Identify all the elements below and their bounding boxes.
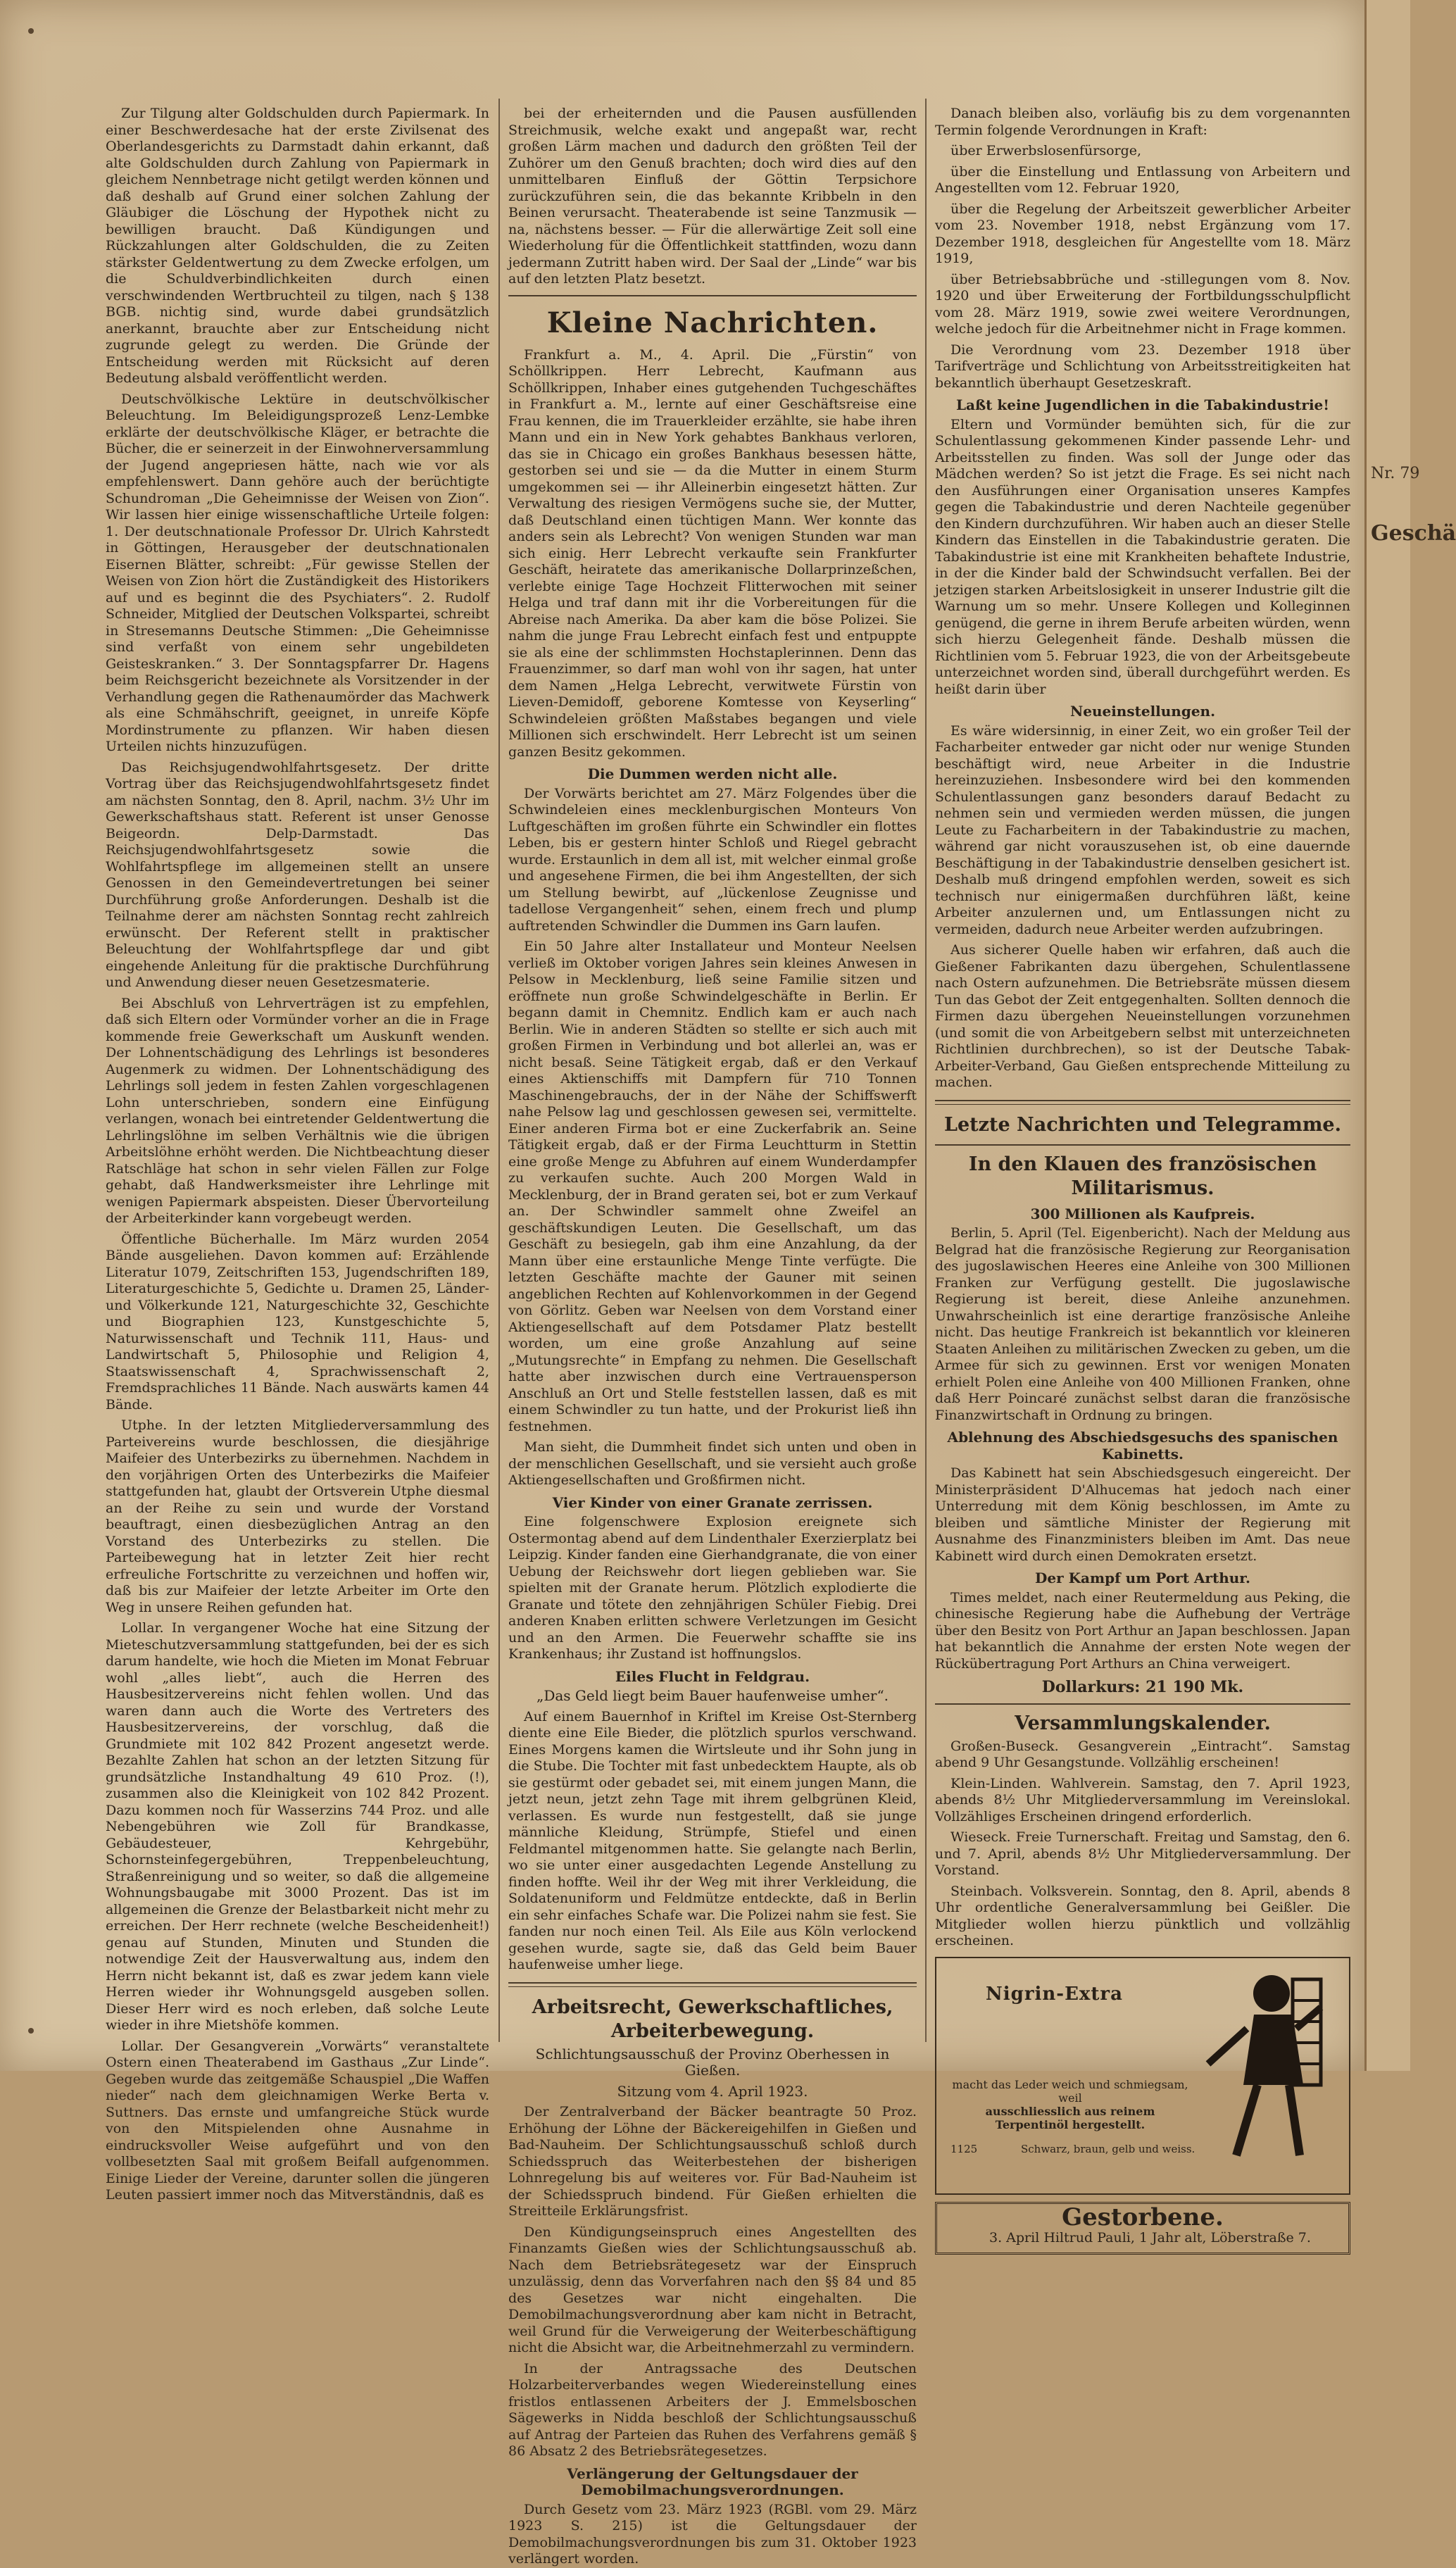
calendar-entry: Wieseck. Freie Turnerschaft. Freitag und Samstag, den 6. und 7. April, abends 8½ Uhr Mitgliederversammlung. Der Vorstand. [935,1829,1350,1878]
column-1 [106,106,489,2203]
article-lollar-theater: Lollar. Der Gesangverein „Vorwärts“ veranstaltete Ostern einen Theaterabend im Gasthaus „Zur Linde“. Gegeben wurde das zeitgemäße Schauspiel „Die Waffen nieder“ nach dem gleichnamigen Werke Berta v. Suttners. Das ernste und umfangreiche Stück wurde von den Mitspielenden ohne Ausnahme in eindrucksvoller Weise aufgeführt und von den vollbesetzten Saal mit großem Beifall aufgenommen. Einige Lieder der Vereine, darunter sollen die jüngeren Leuten passiert immer noch das Mitverständnis, daß es [106,2038,489,2203]
ad-text-line: ausschliesslich aus reinem Terpentinöl hergestellt. [985,2104,1155,2131]
death-notice-title: Gestorbene. [1062,2203,1224,2231]
edge-fragment: Nr. 79 [1371,465,1420,482]
article-port-arthur: Times meldet, nach einer Reutermeldung aus Peking, die chinesische Regierung habe die Aufhebung der Verträge über den Besitz von Port Arthur an Japan beschlossen. Japan hat bekanntlich die Annahme der ersten Note wegen der Rückübertragung Port Arthurs an China verweigert. [935,1589,1350,1672]
section-heading-versammlungskalender: Versammlungskalender. [1015,1712,1271,1734]
article-jugendwohlfahrt: Das Reichsjugendwohlfahrtsgesetz. Der dritte Vortrag über das Reichsjugendwohlfahrtsgesetz findet am nächsten Sonntag, den 8. April, nachm. 3½ Uhr im Gewerkschaftshaus statt. Referent ist unser Genosse Beigeordn. Delp-Darmstadt. Das Reichsjugendwohlfahrtsgesetz sowie die Wohlfahrtspflege im allgemeinen stellt an unsere Genossen in den Gemeindevertretungen bei seiner Durchführung große Anforderungen. Deshalb ist die Teilnahme derer am nächsten Sonntag recht zahlreich erwünscht. Der Referent stellt in praktischer Beleuchtung der Wohlfahrtspflege dar und gibt eingehende Anleitung für die praktische Durchführung und Anwendung dieser neuen Gesetzesmaterie. [106,759,489,990]
column-rule [925,99,927,2042]
article-continuation: bei der erheiternden und die Pausen ausfüllenden Streichmusik, welche exakt und angepaßt war, recht großen Lärm machen und dadurch den größten Teil der Zuhörer um den Genuß brachten; doch wird dies auf den unmittelbaren Einfluß der Göttin Terpsichore zurückzuführen sein, die das bekannte Kribbeln in den Beinen verursacht. Theaterabende ist seine Tanzmusik — na, nächstens besser. — Für die allerwärtige Zeit soll eine Wiederholung für die Öffentlichkeit stattfinden, wozu dann jedermann Zutritt haben wird. Der Saal der „Linde“ war bis auf den letzten Platz besetzt. [508,106,917,287]
article-heading: Eiles Flucht in Feldgrau. [615,1667,810,1685]
article-subheading: „Das Geld liegt beim Bauer haufenweise umher“. [536,1687,889,1704]
edge-fragment: Geschä [1371,521,1456,546]
binding-hole [28,2028,34,2034]
article-buecherhalle: Öffentliche Bücherhalle. Im März wurden 2054 Bände ausgeliehen. Davon kommen auf: Erzählende Literatur 1079, Zeitschriften 153, Jugendschriften 189, Literaturgeschichte 5, Gedichte u. Dramen 25, Länder- und Völkerkunde 121, Naturgeschichte 32, Geschichte und Biographien 123, Kunstgeschichte 5, Naturwissenschaft und Technik 111, Haus- und Landwirtschaft 5, Philosophie und Religion 4, Staatswissenschaft 4, Sprachwissenschaft 2, Fremdsprachliches 11 Bände. Nach auswärts kamen 44 Bände. [106,1231,489,1413]
list-item: über die Einstellung und Entlassung von Arbeitern und Angestellten vom 12. Februar 1920, [935,163,1350,196]
article-lektuere: Deutschvölkische Lektüre in deutschvölkischer Beleuchtung. Im Beleidigungsprozeß Lenz-Lembke erklärte der deutschvölkische Kläger, er betrachte die Bücher, die er seinerzeit in der Einwohnerversammlung der Jugend angepriesen hätte, nach wie vor als empfehlenswert. Dann gehöre auch der berüchtigte Schundroman „Die Geheimnisse der Weisen von Zion“. Wir lassen hier einige wissenschaftliche Urteile folgen: 1. Der deutschnationale Professor Dr. Ulrich Kahrstedt in Göttingen, Herausgeber der deutschnationalen Eisernen Blätter, schreibt: „Für gewisse Stellen der Weisen von Zion hört die Zuständigkeit des Historikers auf und es beginnt die des Psychiaters“. 2. Rudolf Schneider, Mitglied der Deutschen Volkspartei, schreibt in Stresemanns Deutsche Stimmen: „Die Geheimnisse sind verfaßt von einem sehr ungebildeten Geisteskranken.“ 3. Der Sonntagspfarrer Dr. Hagens beim Reichsgericht bezeichnete als Vorsitzender in der Verhandlung gegen die Rathenaumörder das Machwerk als eine Schmähschrift, geeignet, in unreife Köpfe Mordinstrumente zu pflanzen. Wir haben diesen Urteilen nichts hinzuzufügen. [106,391,489,754]
article-heading: Die Dummen werden nicht alle. [587,765,838,782]
article-subheading: 300 Millionen als Kaufpreis. [1030,1205,1255,1222]
article-eile: Auf einem Bauernhof in Kriftel im Kreise Ost-Sternberg diente eine Eile Bieder, die plötzlich spurlos verschwand. Eines Morgens kamen die Wirtsleute und ihr Sohn jung in die Stube. Die Tochter mit fast unbedecktem Haupte, als ob sie gestürmt oder gebadet sei, mit einem jungen Mann, die jetzt neun, jetzt zehn Tage mit ihrem gelbgrünen Kleid, verlassen. Es wurde nun festgestellt, daß sie junge männliche Kleidung, Strümpfe, Stiefel und einen Feldmantel mitgenommen hatte. Sie gelangte nach Berlin, wo sie unter einer ausgedachten Legende Anstellung zu finden hoffte. Weil ihr der Weg mit ihrer Verkleidung, die Soldatenuniform und Feldmütze entdeckte, daß in Berlin ein sehr einfaches Schafe war. Die Polizei nahm sie fest. Sie fanden nur noch einen Teil. Als Eile aus Köln verlockend gesehen wurde, sagte sie, daß das Geld beim Bauer haufenweise umher liege. [508,1708,917,1972]
article-heading: Neueinstellungen. [1069,703,1216,720]
ad-text [950,2078,1190,2131]
article-demobil: Durch Gesetz vom 23. März 1923 (RGBl. vom 29. März 1923 S. 215) ist die Geltungsdauer der Demobilmachungsverordnungen bis zum 31. Oktober 1923 verlängert worden. [508,2501,917,2567]
article-heading: Verlängerung der Geltungsdauer der Demobilmachungsverordnungen. [567,2464,858,2498]
section-heading-kleine-nachrichten: Kleine Nachrichten. [546,306,879,339]
divider [935,1703,1350,1705]
divider [935,1100,1350,1105]
column-rule [498,99,500,2042]
article-anleihe: Berlin, 5. April (Tel. Eigenbericht). Nach der Meldung aus Belgrad hat die französische Regierung zur Reorganisation des jugoslawischen Heeres eine Anleihe von 300 Millionen Franken zur Verfügung gestellt. Die jugoslawische Regierung ist bereit, diese Anleihe anzunehmen. Unwahrscheinlich ist eine derartige französische Anleihe nicht. Das heutige Frankreich ist bekanntlich vor kleineren Staaten Anleihen zu militärischen Zwecken zu geben, um die Armee für sich zu gewinnen. Erst vor wenigen Monaten erhielt Polen eine Anleihe von 400 Millionen Franken, ohne daß Herr Poincaré zunächst selbst daran die französische Finanzwirtschaft in Ordnung zu bringen. [935,1225,1350,1423]
article-heading: Laßt keine Jugendlichen in die Tabakindustrie! [955,396,1330,413]
article-verordnungen-intro: Danach bleiben also, vorläufig bis zu dem vorgenannten Termin folgende Verordnungen in Kraft: [935,106,1350,138]
article-heading: Ablehnung des Abschiedsgesuchs des spanischen Kabinetts. [947,1429,1338,1462]
ad-brand: Nigrin-Extra [986,1983,1123,2005]
section-subheading: Schlichtungsausschuß der Provinz Oberhessen in Gießen. [535,2045,890,2079]
dollar-rate: Dollarkurs: 21 190 Mk. [1041,1678,1244,1696]
article-spanien: Das Kabinett hat sein Abschiedsgesuch eingereicht. Der Ministerpräsident D'Alhucemas hat jedoch nach einer Unterredung mit dem König beschlossen, im Amte zu bleiben und sämtliche Minister der Regierung mit Ausnahme des Finanzministers bleiben im Amt. Das neue Kabinett wird durch einen Demokraten ersetzt. [935,1465,1350,1564]
article-baecker: Der Zentralverband der Bäcker beantragte 50 Proz. Erhöhung der Löhne der Bäckereigehilfen in Gießen und Bad-Nauheim. Der Schlichtungsausschuß schloß durch Schiedsspruch das Weiterbestehen der bisherigen Lohnregelung bis auf weiteres vor. Für Bad-Nauheim ist der Schiedsspruch bindend. Für Gießen erhielten die Streitteile Erklärungsfrist. [508,2104,917,2219]
article-holzarbeiter: In der Antragssache des Deutschen Holzarbeiterverbandes wegen Wiedereinstellung eines fristlos entlassenen Arbeiters der J. Emmelsboschen Sägewerks in Nidda beschloß der Schlichtungsausschuß auf Antrag der Parteien das Ruhen des Verfahrens gemäß § 86 Absatz 2 des Betriebsrätegesetzes. [508,2360,917,2459]
divider [935,1144,1350,1146]
article-neueinstellungen: Es wäre widersinnig, in einer Zeit, wo ein großer Teil der Facharbeiter entweder gar nicht oder nur wenige Stunden beschäftigt wird, neue Arbeiter in die Industrie hereinzuziehen. Insbesondere wird bei den kommenden Schulentlassungen ganz besonders darauf Bedacht zu nehmen sein und vermieden werden müssen, die jungen Leute zu Facharbeitern in der Tabakindustrie zu machen, während gar nicht vorauszusehen ist, ob eine dauernde Beschäftigung in der Tabakindustrie denselben gesichert ist. Deshalb muß dringend empfohlen werden, soweit es sich technisch nur einigermaßen durchführen läßt, keine Arbeiter anzulernen und, um Entlassungen nicht zu vermeiden, dadurch neue Arbeiter werden aufzubringen. [935,722,1350,937]
article-lehrvertraege: Bei Abschluß von Lehrverträgen ist zu empfehlen, daß sich Eltern oder Vormünder vorher an die in Frage kommende freie Gewerkschaft um Auskunft wenden. Der Lohnentschädigung des Lehrlings ist besonderes Augenmerk zu widmen. Der Lohnentschädigung des Lehrlings soll jedem in festen Zahlen vorgeschlagenen Lohn unterschrieben, sondern eine Einfügung verlangen, wonach bei eintretender Geldentwertung die Lehrlingslöhne im selben Verhältnis wie die übrigen Arbeitslöhne erhöht werden. Die Nichtbeachtung dieser Ratschläge hat schon in sehr vielen Fällen zur Folge gehabt, daß Handwerksmeister ihre Lehrlinge mit wenigen Papiermark abspeisten. Dieser Übervorteilung der Arbeiterkinder kann vorgebeugt werden. [106,995,489,1226]
ad-colors: Schwarz, braun, gelb und weiss. [1021,2142,1195,2155]
article-lollar-miete: Lollar. In vergangener Woche hat eine Sitzung der Mieteschutzversammlung stattgefunden, bei der es sich darum handelte, wie hoch die Mieten im Monat Februar wohl „alles liebt“, auch die Herren des Hausbesitzervereins nicht fehlen wollen. Und das waren dann auch die Worte des Vertreters des Hausbesitzervereins, der vorschlug, daß die Grundmiete mit 102 842 Prozent angesetzt werde. Bezahlte Zahlen hat schon an der letzten Sitzung für grundsätzliche Instandhaltung 49 610 Proz. (!), zusammen also die Kleinigkeit von 102 842 Prozent. Dazu kommen noch für Wasserzins 744 Proz. und alle Nebengebühren wie Zoll für Brandkasse, Gebäudesteuer, Kehrgebühr, Schornsteinfegergebühren, Treppenbeleuchtung, Straßenreinigung und so weiter, so daß die allgemeine Wohnungsbaugabe mit 3000 Prozent. Das ist im allgemeinen die Grenze der Belastbarkeit nicht mehr zu erreichen. Der Herr rechnete (welche Bescheidenheit!) genau auf Stunden, Minuten und Stunden die notwendige Zeit der Hausverwaltung aus, indem den Herrn nicht bekannt ist, daß es zwar jedem kann viele Herren wieder ihr Wohnungsgeld ausgeben sollen. Dieser Herr wird es noch erleben, daß solche Leute wieder in ihre Mietshöfe kommen. [106,1620,489,2033]
column-2 [508,106,917,2567]
calendar-entry: Großen-Buseck. Gesangverein „Eintracht“. Samstag abend 9 Uhr Gesangstunde. Vollzählig erscheinen! [935,1738,1350,1770]
article-finanzamt: Den Kündigungseinspruch eines Angestellten des Finanzamts Gießen wies der Schlichtungsausschuß ab. Nach dem Betriebsrätegesetz war der Einspruch unzulässig, denn das Vorverfahren nach den §§ 84 und 85 des Gesetzes war nicht eingehalten. Die Demobilmachungsverordnung aber kam nicht in Betracht, weil Grund für die Verweigerung der Weiterbeschäftigung nicht die Absicht war, die Arbeitnehmerzahl zu vermindern. [508,2224,917,2355]
article-tabak: Eltern und Vormünder bemühten sich, für die zur Schulentlassung gekommenen Kinder passende Lehr- und Arbeitsstellen zu finden. Was soll der Junge oder das Mädchen werden? So ist jetzt die Frage. Es sei nicht nach den Ausführungen einer Organisation unseres Kampfes gegen die Tabakindustrie und deren Nachteile gegenüber den Kindern durchzuführen. Wir haben auch an dieser Stelle Kindern das Einstellen in die Tabakindustrie geraten. Die Tabakindustrie ist eine mit Krankheiten behaftete Industrie, in der die Kinder bald der Schwindsucht verfallen. Bei der jetzigen starken Arbeitslosigkeit in unserer Industrie gilt die Warnung um so mehr. Unsere Kollegen und Kolleginnen genügend, die gerne in ihrem Berufe arbeiten würden, wenn sich hierzu Gelegenheit fände. Deshalb müssen die Richtlinien vom 5. Februar 1923, die von der Arbeitsgebeute unterzeichnet worden sind, überall durchgeführt werden. Es heißt darin über [935,416,1350,697]
list-item: über Betriebsabbrüche und -stillegungen vom 8. Nov. 1920 und über Erweiterung der Fortbildungsschulpflicht vom 28. März 1919, sowie zwei weitere Verordnungen, welche jedoch für die Arbeitnehmer nicht in Frage kommen. [935,271,1350,337]
article-heading: Der Kampf um Port Arthur. [1035,1570,1250,1586]
article-fabrikanten: Aus sicherer Quelle haben wir erfahren, daß auch die Gießener Fabrikanten dazu übergehen, Schulentlassene nach Ostern aufzunehmen. Die Betriebsräte müssen diesem Tun das Gebot der Zeit entgegenhalten. Sollten dennoch die Firmen dazu übergehen Neueinstellungen vorzunehmen (und somit die von Arbeitgebern selbst mit unterzeichneten Richtlinien durchbrechen), so ist der Deutsche Tabak-Arbeiter-Verband, Gau Gießen entsprechende Mitteilung zu machen. [935,942,1350,1090]
article-granate: Eine folgenschwere Explosion ereignete sich Ostermontag abend auf dem Lindenthaler Exerzierplatz bei Leipzig. Kinder fanden eine Gierhandgranate, die von einer Uebung der Reichswehr dort liegen geblieben war. Sie spielten mit der Granate herum. Plötzlich explodierte die Granate und tötete den zehnjährigen Schüler Fiebig. Drei anderen Knaben erlitten schwere Verletzungen im Gesicht und an den Armen. Die Feuerwehr schaffte sie ins Krankenhaus; ihr Zustand ist hoffnungslos. [508,1514,917,1662]
adjacent-page-edge [1364,0,1456,2071]
article-dumme: Der Vorwärts berichtet am 27. März Folgendes über die Schwindeleien eines mecklenburgischen Monteurs Von Luftgeschäften im großen führte ein Schwindler ein flottes Leben, bis er gestern hinter Schloß und Riegel gebracht wurde. Erstaunlich in dem all ist, mit welcher einmal große und angesehene Firmen, die bei ihm Angestellten, der sich um Stellung bewirbt, auf „lückenlose Zeugnisse und tadellose Vergangenheit“ sehen, einem frech und plump auftretenden Schwindler die Dummen ins Garn laufen. [508,785,917,934]
article-goldschulden: Zur Tilgung alter Goldschulden durch Papiermark. In einer Beschwerdesache hat der erste Zivilsenat des Oberlandesgerichts zu Darmstadt dahin erkannt, daß alte Goldschulden durch Zahlung von Papiermark in gleichem Nennbetrage nicht getilgt werden können und daß deshalb auf Grund einer solchen Zahlung der Gläubiger die Löschung der Hypothek nicht zu bewilligen braucht. Daß Kündigungen und Rückzahlungen alter Goldschulden, die zu Zeiten stärkster Geldentwertung zu dem Zwecke erfolgen, um die Schuldverbindlichkeiten durch einen verschwindenden Wertbruchteil zu tilgen, nach § 138 BGB. nichtig sind, wurde dabei grundsätzlich anerkannt, brauchte aber zur Entscheidung nicht zugrunde gelegt zu werden. Die Gründe der Entscheidung werden mit Rücksicht auf deren Bedeutung alsbald veröffentlicht werden. [106,106,489,386]
advertisement-nigrin [935,1957,1350,2195]
death-notice-box [935,2202,1350,2255]
article-heading-militarismus: In den Klauen des französischen Militarismus. [968,1153,1317,1199]
divider [508,295,917,296]
binding-hole [28,28,34,34]
article-neelsen: Ein 50 Jahre alter Installateur und Monteur Neelsen verließ im Oktober vorigen Jahres sein kleines Anwesen in Pelsow in Mecklenburg, ließ seine Familie sitzen und eröffnete nun große Schwindelgeschäfte in Berlin. Er begann damit in Chemnitz. Endlich kam er auch nach Berlin. Wie in anderen Städten so stellte er sich auch mit großen Firmen in Verbindung und bot allerlei an, was er nicht besaß. Seine Tätigkeit ergab, daß er den Verkauf eines Aktienschiffs mit Dampfern für 710 Tonnen Maschinengebrauchs, der in der Nähe der Schiffswerft nahe Pelsow lag und geschlossen gewesen sei, vermittelte. Einer anderen Firma bot er eine Zuckerfabrik an. Seine Tätigkeit ergab, daß er der Firma Leuchtturm in Stettin eine große Menge zu Abfuhren auf einem Wunderdampfer zu verkaufen suchte. Auch 200 Morgen Wald in Mecklenburg, der in Brand geraten sei, bot er zum Verkauf an. Der Schwindler sammelt ohne Zweifel an geschäftskundigen Leuten. Die Gesellschaft, um das Geschäft zu besiegeln, gab ihm eine Anzahlung, da der Mann über eine erstaunliche Menge Tinte verfügte. Die letzten Geschäfte machte der Gauner mit seinen angeblichen Rechten auf Kohlenvorkommen in der Gegend von Görlitz. Geben war Neelsen von dem Vorstand einer Aktiengesellschaft auf dem Potsdamer Platz bestellt worden, um eine große Anzahlung auf seine „Mutungsrechte“ in Empfang zu nehmen. Die Gesellschaft hatte aber inzwischen durch eine Vertrauensperson Anschluß an Ort und Stelle feststellen lassen, daß es mit einem Schwindler zu tun hatte, und der Prokurist ließ ihn festnehmen. [508,939,917,1434]
section-heading-arbeitsrecht: Arbeitsrecht, Gewerkschaftliches, Arbeiterbewegung. [532,1996,893,2042]
section-heading-letzte-nachrichten: Letzte Nachrichten und Telegramme. [944,1113,1341,1136]
article-utphe: Utphe. In der letzten Mitgliederversammlung des Parteivereins wurde beschlossen, die diesjährige Maifeier des Unterbezirks zu übernehmen. Nachdem in den vorjährigen Orten des Unterbezirks die Maifeier stattgefunden hat, glaubt der Ortsverein Utphe diesmal an der Reihe zu sein und wurde der Vorstand beauftragt, einen diesbezüglichen Antrag an den Vorstand des Unterbezirks zu stellen. Die Parteibewegung hat in letzter Zeit hier recht erfreuliche Fortschritte zu verzeichnen und hoffen wir, daß bis zur Maifeier der letzte Arbeiter im Orte den Weg in unsere Reihen gefunden hat. [106,1417,489,1615]
article-dummheit: Man sieht, die Dummheit findet sich unten und oben in der menschlichen Gesellschaft, und sie versieht auch große Aktiengesellschaften und Großfirmen nicht. [508,1439,917,1488]
session-date: Sitzung vom 4. April 1923. [617,2082,808,2100]
list-item: Die Verordnung vom 23. Dezember 1918 über Tarifverträge und Schlichtung von Arbeitsstreitigkeiten hat bekanntlich überhaupt Gesetzeskraft. [935,342,1350,391]
calendar-entry: Klein-Linden. Wahlverein. Samstag, den 7. April 1923, abends 8½ Uhr Mitgliederversammlung im Vereinslokal. Vollzähliges Erscheinen dringend erforderlich. [935,1775,1350,1824]
column-3 [935,106,1350,2246]
death-notice-entry: 3. April Hiltrud Pauli, 1 Jahr alt, Löberstraße 7. [989,2230,1311,2246]
ad-text-line: macht das Leder weich und schmiegsam, weil [952,2077,1188,2105]
article-fuerstin: Frankfurt a. M., 4. April. Die „Fürstin“ von Schöllkrippen. Herr Lebrecht, Kaufmann aus Schöllkrippen, Inhaber eines gutgehenden Tuchgeschäftes in Frankfurt a. M., lernte auf einer Geschäftsreise eine Frau kennen, die im Trauerkleider erzählte, sie habe ihren Mann und ein in New York gehabtes Bankhaus verloren, das sie in Chicago ein großes Bankhaus besessen hätte, gestorben sei und sie — da die Mutter in einem Sturm umgekommen sei — ihr Alleinerbin eingesetzt hätten. Zur Verwaltung des riesigen Vermögens suche sie, der Mutter, daß Deutschland einen tüchtigen Mann. Wer konnte das anders sein als Lebrecht? Von wenigen Stunden war man sich einig. Herr Lebrecht verkaufte sein Frankfurter Geschäft, heiratete das amerikanische Dollarprinzeßchen, verlebte einige Tage Hochzeit Flitterwochen mit seiner Helga und traf dann mit ihr die Vorbereitungen für die Abreise nach Amerika. Da aber kam die böse Polizei. Sie nahm die junge Frau Lebrecht einfach fest und entpuppte sie als eine der schlimmsten Hochstaplerinnen. Denn das Frauenzimmer, so darf man wohl von ihr sagen, hat unter dem Namen „Helga Lebrecht, verwitwete Fürstin von Lieven-Demidoff, geborene Komtesse von Keyserling“ Schwindeleien größten Maßstabes begangen und viele Millionen sich erschwindelt. Herr Lebrecht ist um seinen ganzen Besitz gekommen. [508,346,917,760]
list-item: über Erwerbslosenfürsorge, [950,143,1142,158]
ad-number: 1125 [950,2142,978,2155]
ad-figure-illustration [1187,1965,1328,2169]
list-item: über die Regelung der Arbeitszeit gewerblicher Arbeiter vom 23. November 1918, nebst Ergänzung vom 17. Dezember 1918, desgleichen für Angestellte vom 18. März 1919, [935,201,1350,266]
calendar-entry: Steinbach. Volksverein. Sonntag, den 8. April, abends 8 Uhr ordentliche Generalversammlung bei Geißler. Die Mitglieder wollen hierzu pünktlich und vollzählig erscheinen. [935,1883,1350,1948]
divider [508,1982,917,1987]
article-heading: Vier Kinder von einer Granate zerrissen. [552,1493,873,1511]
